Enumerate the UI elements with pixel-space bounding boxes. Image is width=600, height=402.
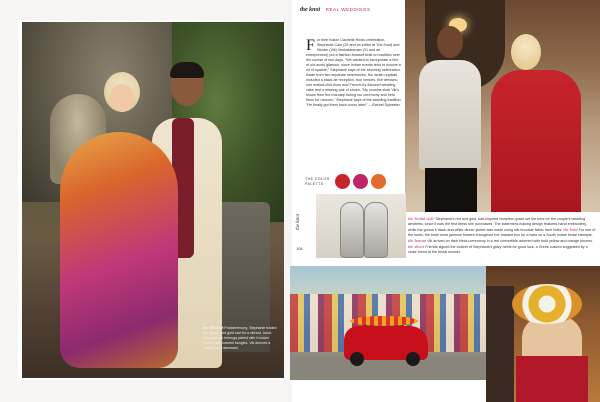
silver-heels-photo [316, 194, 406, 258]
folio-brand: the knot [296, 213, 301, 230]
color-swatches [335, 174, 386, 189]
groom-trousers [425, 168, 477, 212]
color-palette-label [305, 177, 330, 187]
swatch-magenta [353, 174, 368, 189]
left-photo-caption [203, 326, 279, 351]
bride-lehenga [60, 132, 178, 368]
swatch-orange [371, 174, 386, 189]
page-number: 106 [296, 246, 303, 251]
bride-blouse [516, 356, 588, 402]
right-shoe [364, 202, 388, 258]
bride-red-gown [491, 70, 581, 212]
groom-hair [170, 62, 204, 78]
bride-head [511, 34, 541, 70]
article-body [306, 38, 402, 108]
groom-head [437, 26, 463, 58]
car-wheel-front [350, 352, 364, 366]
style-text-3: Vik arrived on their Hindu ceremony in a red convertible adorned with bold yellow and orange blooms. [427, 239, 593, 243]
bride-face [110, 84, 134, 112]
section-label: REAL WEDDINGS [325, 7, 371, 12]
magazine-brand: the knot [300, 7, 321, 13]
car-wheel-rear [406, 352, 420, 366]
jasmine-braid-photo [486, 266, 600, 402]
style-heading: the bridal style [408, 216, 435, 221]
running-head [300, 7, 371, 13]
palette-label-line1: THE COLOR [305, 177, 330, 181]
style-heading-3: the baraat [408, 238, 427, 243]
bridal-style-text [408, 216, 596, 255]
style-heading-2: the bold [563, 227, 578, 232]
couple-reception-photo [405, 0, 600, 212]
road [290, 362, 486, 380]
jasmine-flowers [512, 284, 582, 324]
article-text: or their fusion Cachelle Hindu celebration, Stephanie Cain (25 and an editor at The Knot) and Vikram (Vik) Venkataraman (31 and an entrepreneur) put a fashion-forward twist on tradition over the course of two days. "We wanted to incorporate a hint of old-world glamour, since Indian events tend to involve a lot of sparkle," Stephanie says of the stunning celebration. Aside from two separate ceremonies, the lavish nuptials included a black-tie reception, four venues, five dresses, one mailed-chili-rhum and French-fry-flavored wedding cake and a missing pair of shoes. "My cousins stole Vik's shoes from the mandap during our ceremony and held them for ransom," Stephanie says of the wedding tradition. "He finally got them back hours later!" —Rachel Sylvester [306, 38, 402, 107]
palette-label-line2: PALETTE: [305, 182, 325, 186]
caption-text: Postceremony, Stephanie traded her cream and gold sari for a vibrant, hand-embroidered lehenga paired with Kundan jewelry and colorful bangles. Vik donned a classic ivory sherwani. [203, 326, 277, 350]
style-heading-4: the shoes [408, 244, 425, 249]
drop-cap: F [306, 37, 315, 54]
caption-title: the GROOM [203, 326, 224, 330]
style-text-1: Stephanie's red and gold, sari-inspired reception gown set the tone for the couple's wedding aesthetic, since it was the first dress she purchased. The statement-making design featured hand embroidery, while the groom's black-and-white dinner jacket was made using silk brocade fabric from India. [408, 217, 587, 232]
groom-dinner-jacket [419, 60, 481, 170]
guest-figure [486, 286, 514, 402]
baraat-convertible-photo [290, 266, 486, 380]
left-shoe [340, 202, 364, 258]
style-text-2: For one of the looks, the bride wore jasmine flowers throughout her braided bun for a twist on a South Indian bridal hairstyle. [408, 228, 596, 237]
couple-portrait-photo [22, 22, 284, 378]
swatch-red [335, 174, 350, 189]
style-text-4: Friends signed the bottom of Stephanie's glitzy heels for good luck, a Greek custom suggested by a close friend at the bridal shower. [408, 245, 588, 254]
flower-garland [350, 316, 418, 326]
